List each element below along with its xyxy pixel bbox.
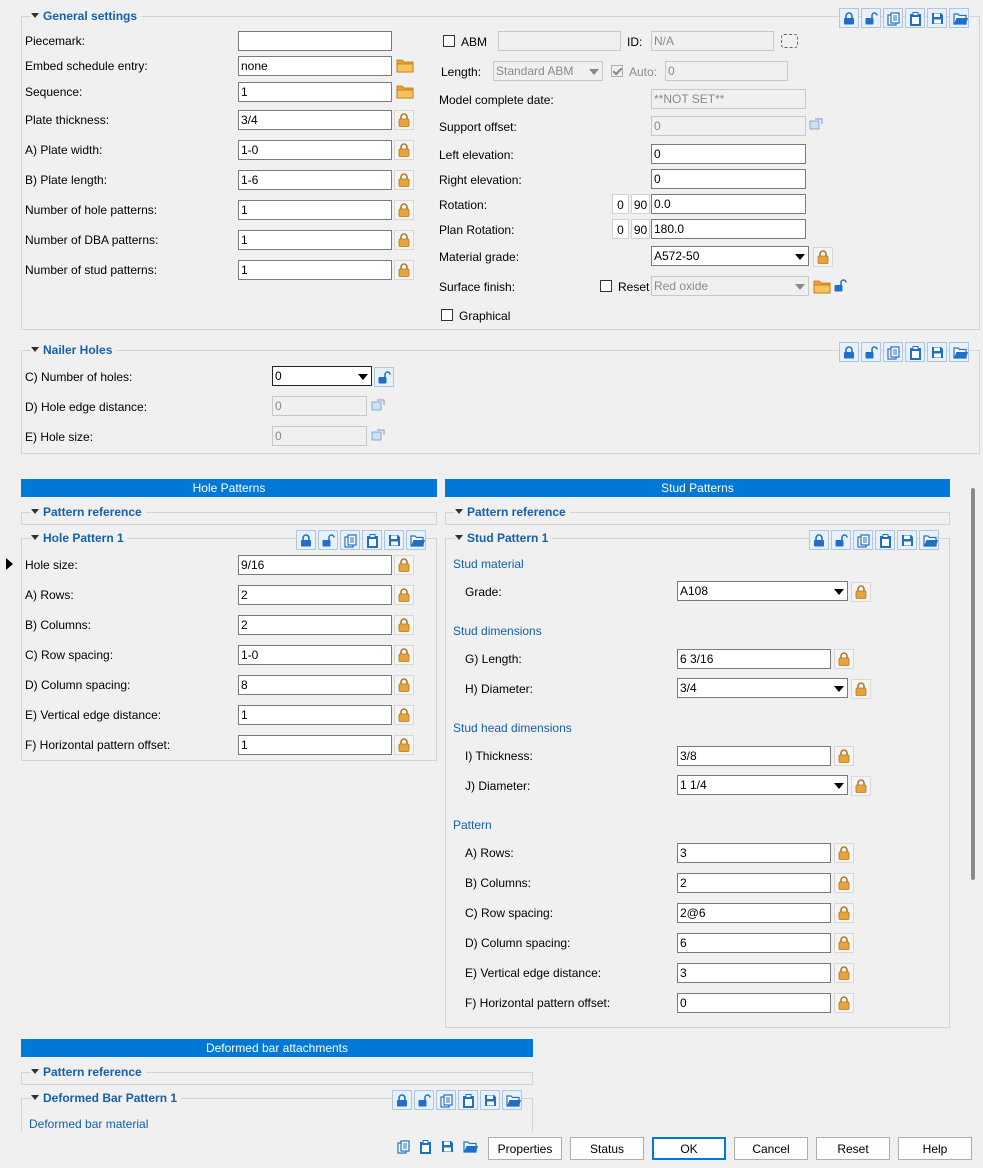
deformed-bar-material-heading: Deformed bar material [29, 1117, 149, 1131]
hole-row-spacing-label: C) Row spacing: [25, 648, 114, 662]
hole-rows-lock-icon[interactable] [394, 585, 414, 605]
support-offset-label: Support offset: [439, 120, 517, 134]
stud-pattern-lock-icon[interactable] [809, 530, 829, 550]
reset-label: Reset [618, 280, 650, 294]
length-select-value: Standard ABM [496, 64, 574, 78]
general-settings-title[interactable]: General settings [31, 9, 141, 23]
surface-finish-folder-icon[interactable] [812, 277, 832, 297]
deformed-bar-lock-icon[interactable] [392, 1090, 412, 1110]
chevron-down-icon [831, 583, 846, 599]
stud-material-heading: Stud material [453, 557, 524, 571]
general-open-icon[interactable] [949, 8, 969, 28]
general-lock-icon[interactable] [839, 8, 859, 28]
nailer-hole-size-picker-icon[interactable] [371, 429, 385, 444]
stud-column-spacing-lock-icon[interactable] [834, 933, 854, 953]
stud-horizontal-offset-label: F) Horizontal pattern offset: [465, 996, 611, 1010]
general-unlock-icon[interactable] [861, 8, 881, 28]
general-copy-icon[interactable] [883, 8, 903, 28]
stud-vertical-edge-lock-icon[interactable] [834, 963, 854, 983]
stud-length-lock-icon[interactable] [834, 649, 854, 669]
auto-checkbox[interactable] [611, 65, 623, 77]
sequence-input[interactable]: 1 [238, 82, 392, 102]
footer-open-icon[interactable] [462, 1138, 482, 1158]
deformed-bar-open-icon[interactable] [502, 1090, 522, 1110]
stud-patterns-header: Stud Patterns [445, 479, 950, 497]
plate-thickness-lock-icon[interactable] [394, 110, 414, 130]
abm-input[interactable] [498, 31, 621, 51]
collapse-triangle-icon [455, 535, 463, 540]
ok-button[interactable]: OK [652, 1137, 726, 1160]
deformed-bar-pattern-1-title[interactable]: Deformed Bar Pattern 1 [31, 1091, 181, 1105]
model-complete-input[interactable]: **NOT SET** [651, 89, 806, 109]
stud-head-thickness-label: I) Thickness: [465, 749, 533, 763]
plate-width-input[interactable]: 1-0 [238, 140, 392, 160]
dba-patterns-count-input[interactable]: 1 [238, 230, 392, 250]
num-holes-select[interactable] [272, 366, 372, 386]
plan-rotation-90-button[interactable]: 90 [631, 219, 650, 239]
reset-button[interactable]: Reset [816, 1137, 890, 1160]
stud-columns-lock-icon[interactable] [834, 873, 854, 893]
nailer-unlock-icon[interactable] [861, 342, 881, 362]
collapse-triangle-icon [31, 13, 39, 18]
stud-horizontal-offset-lock-icon[interactable] [834, 993, 854, 1013]
right-elevation-input[interactable]: 0 [651, 169, 806, 189]
chevron-down-icon [792, 278, 807, 294]
plan-rotation-input[interactable]: 180.0 [651, 219, 806, 239]
material-grade-lock-icon[interactable] [813, 247, 833, 267]
dba-patterns-count-label: Number of DBA patterns: [25, 233, 159, 247]
stud-head-diameter-value: 1 1/4 [680, 778, 707, 792]
stud-pattern-open-icon[interactable] [919, 530, 939, 550]
left-elevation-label: Left elevation: [439, 148, 514, 162]
stud-head-thickness-lock-icon[interactable] [834, 746, 854, 766]
hole-rows-label: A) Rows: [25, 588, 74, 602]
surface-finish-select[interactable] [651, 276, 809, 296]
hole-pattern-save-icon[interactable] [384, 530, 404, 550]
hole-horizontal-offset-input[interactable]: 1 [238, 735, 392, 755]
id-label: ID: [627, 35, 643, 49]
reset-checkbox[interactable] [600, 280, 612, 292]
plate-thickness-label: Plate thickness: [25, 113, 110, 127]
id-input[interactable]: N/A [651, 31, 774, 51]
edge-distance-label: D) Hole edge distance: [25, 400, 148, 414]
general-save-icon[interactable] [927, 8, 947, 28]
stud-diameter-value: 3/4 [680, 681, 697, 695]
collapse-triangle-icon [31, 535, 39, 540]
stud-pattern-reference[interactable]: Pattern reference [455, 505, 570, 519]
hole-horizontal-offset-lock-icon[interactable] [394, 735, 414, 755]
stud-grade-lock-icon[interactable] [851, 582, 871, 602]
model-complete-label: Model complete date: [439, 93, 554, 107]
status-button[interactable]: Status [570, 1137, 644, 1160]
left-elevation-input[interactable]: 0 [651, 144, 806, 164]
hole-vertical-edge-input[interactable]: 1 [238, 705, 392, 725]
num-holes-unlock-icon[interactable] [374, 367, 394, 387]
hole-size-input[interactable]: 9/16 [238, 555, 392, 575]
collapse-triangle-icon [31, 1069, 39, 1074]
nailer-holes-panel [21, 350, 980, 454]
stud-pattern-heading: Pattern [453, 818, 492, 832]
stud-head-diameter-select[interactable] [677, 775, 848, 795]
stud-pattern-save-icon[interactable] [897, 530, 917, 550]
nailer-holes-title[interactable]: Nailer Holes [31, 343, 116, 357]
nailer-open-icon[interactable] [949, 342, 969, 362]
stud-pattern-copy-icon[interactable] [853, 530, 873, 550]
stud-rows-label: A) Rows: [465, 846, 514, 860]
dba-patterns-count-lock-icon[interactable] [394, 230, 414, 250]
stud-rows-input[interactable]: 3 [677, 843, 831, 863]
chevron-down-icon [792, 248, 807, 264]
stud-grade-value: A108 [680, 584, 709, 598]
chevron-down-icon [831, 777, 846, 793]
stud-length-input[interactable]: 6 3/16 [677, 649, 831, 669]
piecemark-input[interactable] [238, 31, 392, 51]
rotation-label: Rotation: [439, 198, 488, 212]
edge-distance-picker-icon[interactable] [371, 399, 385, 414]
collapse-triangle-icon [31, 509, 39, 514]
scrollbar-thumb[interactable] [971, 488, 975, 880]
plan-rotation-0-button[interactable]: 0 [612, 219, 629, 239]
chevron-down-icon [355, 368, 370, 384]
footer-save-icon[interactable] [440, 1138, 460, 1158]
stud-vertical-edge-input[interactable]: 3 [677, 963, 831, 983]
embed-browse-folder-icon[interactable] [395, 56, 415, 76]
material-grade-select[interactable] [651, 246, 809, 266]
stud-columns-input[interactable]: 2 [677, 873, 831, 893]
plate-length-lock-icon[interactable] [394, 170, 414, 190]
plate-thickness-input[interactable]: 3/4 [238, 110, 392, 130]
stud-row-spacing-lock-icon[interactable] [834, 903, 854, 923]
stud-head-heading: Stud head dimensions [453, 721, 572, 735]
hole-vertical-edge-label: E) Vertical edge distance: [25, 708, 162, 722]
hole-columns-lock-icon[interactable] [394, 615, 414, 635]
deformed-bar-pattern-reference[interactable]: Pattern reference [31, 1065, 146, 1079]
hole-pattern-open-icon[interactable] [406, 530, 426, 550]
hole-pattern-reference[interactable]: Pattern reference [31, 505, 146, 519]
hole-pattern-unlock-icon[interactable] [318, 530, 338, 550]
hole-column-spacing-input[interactable]: 8 [238, 675, 392, 695]
hole-pattern-lock-icon[interactable] [296, 530, 316, 550]
plate-length-label: B) Plate length: [25, 173, 108, 187]
piecemark-label: Piecemark: [25, 34, 86, 48]
deformed-bar-save-icon[interactable] [480, 1090, 500, 1110]
hole-column-spacing-label: D) Column spacing: [25, 678, 131, 692]
auto-label: Auto: [629, 65, 658, 79]
cancel-button[interactable]: Cancel [734, 1137, 808, 1160]
stud-row-spacing-label: C) Row spacing: [465, 906, 554, 920]
hole-patterns-count-lock-icon[interactable] [394, 200, 414, 220]
footer-paste-icon[interactable] [418, 1138, 438, 1158]
stud-column-spacing-input[interactable]: 6 [677, 933, 831, 953]
help-button[interactable]: Help [898, 1137, 972, 1160]
current-row-pointer-icon [6, 558, 13, 570]
hole-rows-input[interactable]: 2 [238, 585, 392, 605]
general-paste-icon[interactable] [905, 8, 925, 28]
stud-columns-label: B) Columns: [465, 876, 532, 890]
length-select[interactable] [493, 61, 603, 81]
hole-size-label: Hole size: [25, 558, 78, 572]
chevron-down-icon [586, 63, 601, 79]
stud-diameter-lock-icon[interactable] [851, 679, 871, 699]
plate-width-lock-icon[interactable] [394, 140, 414, 160]
nailer-hole-size-input[interactable]: 0 [272, 426, 367, 446]
properties-button[interactable]: Properties [488, 1137, 562, 1160]
id-select-icon[interactable] [781, 34, 798, 48]
stud-dimensions-heading: Stud dimensions [453, 624, 542, 638]
embed-schedule-input[interactable]: none [238, 56, 392, 76]
stud-length-label: G) Length: [465, 652, 522, 666]
deformed-bar-header: Deformed bar attachments [21, 1039, 533, 1057]
hole-row-spacing-lock-icon[interactable] [394, 645, 414, 665]
material-grade-value: A572-50 [654, 249, 700, 263]
hole-patterns-header: Hole Patterns [21, 479, 437, 497]
collapse-triangle-icon [31, 1095, 39, 1100]
stud-patterns-count-input[interactable]: 1 [238, 260, 392, 280]
embed-schedule-label: Embed schedule entry: [25, 59, 148, 73]
hole-pattern-paste-icon[interactable] [362, 530, 382, 550]
hole-columns-label: B) Columns: [25, 618, 92, 632]
plate-length-input[interactable]: 1-6 [238, 170, 392, 190]
stud-patterns-count-lock-icon[interactable] [394, 260, 414, 280]
deformed-bar-copy-icon[interactable] [436, 1090, 456, 1110]
stud-row-spacing-input[interactable]: 2@6 [677, 903, 831, 923]
stud-patterns-count-label: Number of stud patterns: [25, 263, 158, 277]
stud-diameter-select[interactable] [677, 678, 848, 698]
surface-finish-value: Red oxide [654, 279, 709, 293]
nailer-lock-icon[interactable] [839, 342, 859, 362]
nailer-hole-size-label: E) Hole size: [25, 430, 94, 444]
stud-diameter-label: H) Diameter: [465, 682, 534, 696]
sequence-label: Sequence: [25, 85, 83, 99]
footer-copy-icon[interactable] [396, 1138, 416, 1158]
stud-column-spacing-label: D) Column spacing: [465, 936, 571, 950]
stud-rows-lock-icon[interactable] [834, 843, 854, 863]
rotation-0-button[interactable]: 0 [612, 194, 629, 214]
auto-input[interactable]: 0 [665, 61, 788, 81]
rotation-input[interactable]: 0.0 [651, 194, 806, 214]
hole-patterns-count-input[interactable]: 1 [238, 200, 392, 220]
stud-head-thickness-input[interactable]: 3/8 [677, 746, 831, 766]
rotation-90-button[interactable]: 90 [631, 194, 650, 214]
material-grade-label: Material grade: [439, 250, 520, 264]
graphical-label: Graphical [459, 309, 511, 323]
stud-vertical-edge-label: E) Vertical edge distance: [465, 966, 602, 980]
stud-head-diameter-lock-icon[interactable] [851, 776, 871, 796]
hole-columns-input[interactable]: 2 [238, 615, 392, 635]
stud-head-diameter-label: J) Diameter: [465, 779, 531, 793]
stud-pattern-paste-icon[interactable] [875, 530, 895, 550]
collapse-triangle-icon [31, 347, 39, 352]
stud-pattern-1-title[interactable]: Stud Pattern 1 [455, 531, 552, 545]
stud-pattern-unlock-icon[interactable] [831, 530, 851, 550]
deformed-bar-unlock-icon[interactable] [414, 1090, 434, 1110]
stud-grade-label: Grade: [465, 585, 502, 599]
graphical-checkbox[interactable] [441, 309, 453, 321]
hole-horizontal-offset-label: F) Horizontal pattern offset: [25, 738, 171, 752]
surface-finish-unlock-icon[interactable] [834, 279, 847, 295]
hole-pattern-copy-icon[interactable] [340, 530, 360, 550]
edge-distance-input[interactable]: 0 [272, 396, 367, 416]
plate-width-label: A) Plate width: [25, 143, 103, 157]
support-offset-picker-icon[interactable] [809, 118, 823, 133]
nailer-copy-icon[interactable] [883, 342, 903, 362]
num-holes-value: 0 [275, 369, 282, 383]
hole-vertical-edge-lock-icon[interactable] [394, 705, 414, 725]
abm-label: ABM [461, 35, 488, 49]
plan-rotation-label: Plan Rotation: [439, 223, 515, 237]
length-label: Length: [441, 65, 482, 79]
hole-patterns-count-label: Number of hole patterns: [25, 203, 158, 217]
right-elevation-label: Right elevation: [439, 173, 522, 187]
stud-grade-select[interactable] [677, 581, 848, 601]
num-holes-label: C) Number of holes: [25, 370, 133, 384]
stud-horizontal-offset-input[interactable]: 0 [677, 993, 831, 1013]
nailer-save-icon[interactable] [927, 342, 947, 362]
support-offset-input[interactable]: 0 [651, 116, 806, 136]
hole-row-spacing-input[interactable]: 1-0 [238, 645, 392, 665]
chevron-down-icon [831, 680, 846, 696]
sequence-browse-folder-icon[interactable] [395, 82, 415, 102]
surface-finish-label: Surface finish: [439, 280, 516, 294]
nailer-paste-icon[interactable] [905, 342, 925, 362]
deformed-bar-paste-icon[interactable] [458, 1090, 478, 1110]
collapse-triangle-icon [455, 509, 463, 514]
hole-size-lock-icon[interactable] [394, 555, 414, 575]
hole-column-spacing-lock-icon[interactable] [394, 675, 414, 695]
hole-pattern-1-title[interactable]: Hole Pattern 1 [31, 531, 128, 545]
abm-checkbox[interactable] [443, 35, 455, 47]
